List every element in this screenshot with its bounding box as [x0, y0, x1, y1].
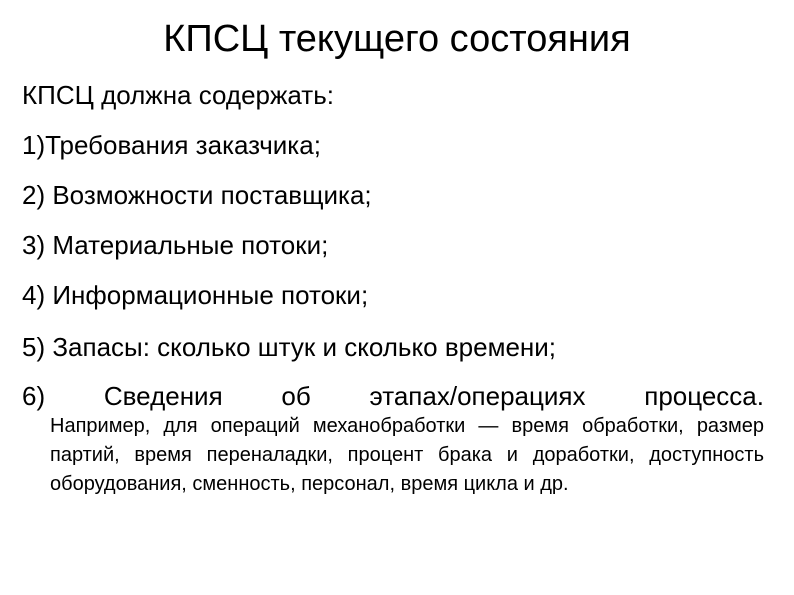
- intro-text: КПСЦ должна содержать:: [22, 80, 334, 110]
- list-item: 1)Требования заказчика;: [22, 130, 321, 160]
- list-item: 2) Возможности поставщика;: [22, 180, 372, 210]
- list-item: 4) Информационные потоки;: [22, 280, 369, 310]
- list-item: 3) Материальные потоки;: [22, 230, 329, 260]
- sub-paragraph: Например, для операций механобработки — время обработки, размер партий, время переналадки, процент брака и доработки, доступность оборудования, сменность, персонал, время цикла и др.: [50, 415, 764, 495]
- slide-title: КПСЦ текущего состояния: [163, 18, 631, 60]
- list-item: 6) Сведения об этапах/операциях процесса.: [22, 381, 764, 411]
- list-item: 5) Запасы: сколько штук и сколько времени;: [22, 332, 557, 362]
